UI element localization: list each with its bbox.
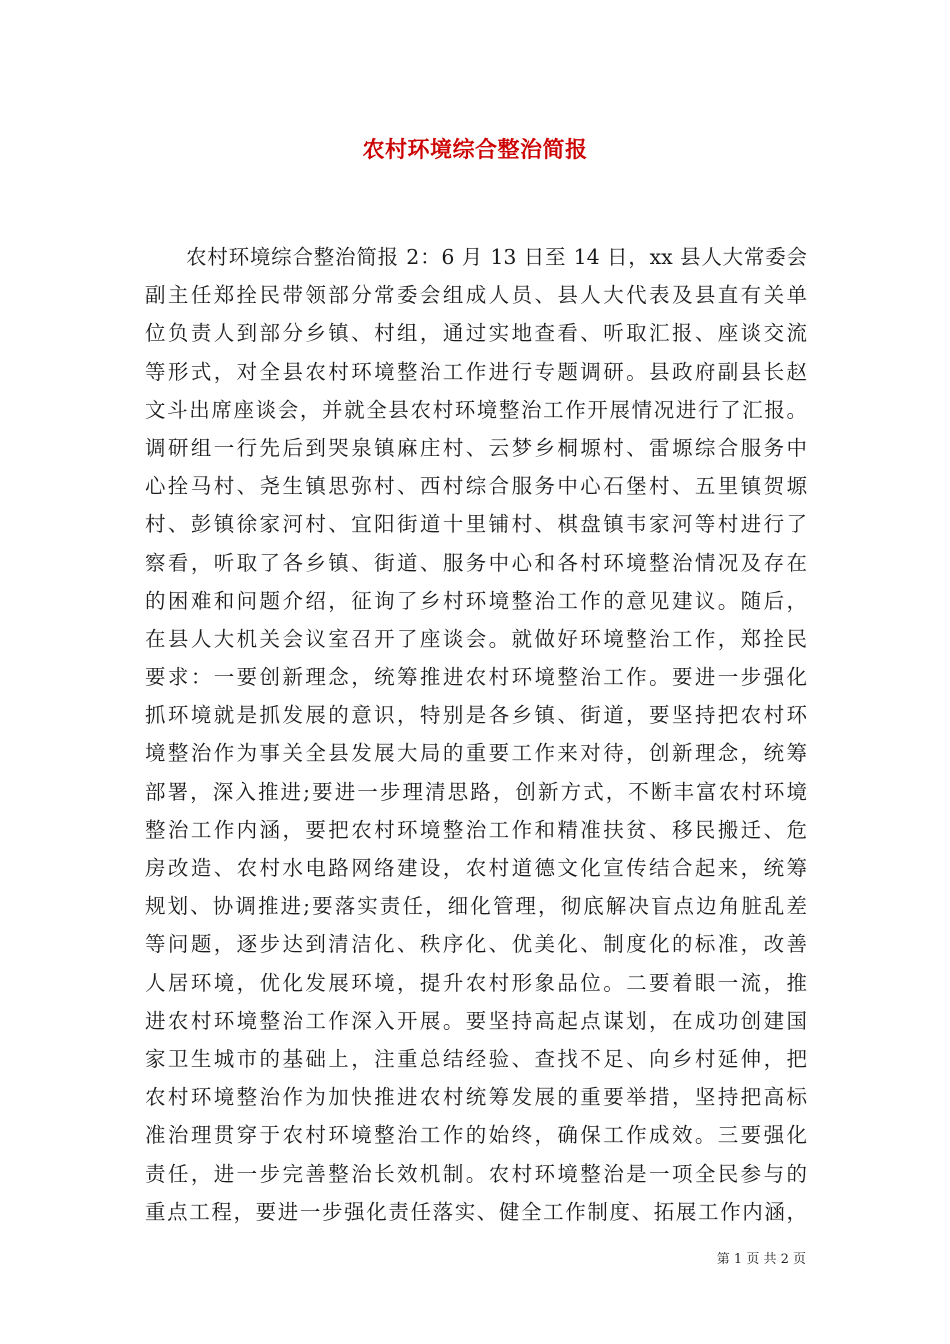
paragraph-line: 重点工程，要进一步强化责任落实、健全工作制度、拓展工作内涵， xyxy=(145,1199,807,1224)
paragraph-line: 副主任郑拴民带领部分常委会组成人员、县人大代表及县直有关单 xyxy=(145,283,807,308)
document-title: 农村环境综合整治简报 xyxy=(362,137,588,163)
paragraph-line: 境整治作为事关全县发展大局的重要工作来对待，创新理念，统筹 xyxy=(145,741,807,766)
paragraph-line: 等形式，对全县农村环境整治工作进行专题调研。县政府副县长赵 xyxy=(145,359,807,384)
paragraph-line: 察看，听取了各乡镇、街道、服务中心和各村环境整治情况及存在 xyxy=(145,550,807,575)
paragraph-line: 位负责人到部分乡镇、村组，通过实地查看、听取汇报、座谈交流 xyxy=(145,321,807,346)
paragraph-line: 房改造、农村水电路网络建设，农村道德文化宣传结合起来，统筹 xyxy=(145,856,807,880)
page-number: 第 1 页 共 2 页 xyxy=(716,1252,806,1267)
paragraph-line: 文斗出席座谈会，并就全县农村环境整治工作开展情况进行了汇报。 xyxy=(145,397,807,422)
paragraph-line: 家卫生城市的基础上，注重总结经验、查找不足、向乡村延伸，把 xyxy=(145,1046,807,1071)
paragraph-line: 在县人大机关会议室召开了座谈会。就做好环境整治工作，郑拴民 xyxy=(145,626,807,651)
paragraph-line: 调研组一行先后到哭泉镇麻庄村、云梦乡桐塬村、雷塬综合服务中 xyxy=(145,435,807,460)
paragraph-line: 心拴马村、尧生镇思弥村、西村综合服务中心石堡村、五里镇贺塬 xyxy=(145,474,807,499)
paragraph-line: 整治工作内涵，要把农村环境整治工作和精准扶贫、移民搬迁、危 xyxy=(145,817,807,842)
paragraph-line: 要求：一要创新理念，统筹推进农村环境整治工作。要进一步强化 xyxy=(145,665,807,690)
paragraph-line: 人居环境，优化发展环境，提升农村形象品位。二要着眼一流，推 xyxy=(145,970,807,995)
paragraph-line: 责任，进一步完善整治长效机制。农村环境整治是一项全民参与的 xyxy=(145,1161,807,1186)
paragraph-line: 抓环境就是抓发展的意识，特别是各乡镇、街道，要坚持把农村环 xyxy=(145,703,807,728)
paragraph-line: 的困难和问题介绍，征询了乡村环境整治工作的意见建议。随后， xyxy=(145,588,807,613)
paragraph-line: 准治理贯穿于农村环境整治工作的始终，确保工作成效。三要强化 xyxy=(145,1123,807,1148)
paragraph-line: 村、彭镇徐家河村、宜阳街道十里铺村、棋盘镇韦家河等村进行了 xyxy=(145,512,807,537)
body-paragraph xyxy=(145,238,807,1231)
paragraph-line: 规划、协调推进;要落实责任，细化管理，彻底解决盲点边角脏乱差 xyxy=(145,894,807,919)
paragraph-line: 等问题，逐步达到清洁化、秩序化、优美化、制度化的标准，改善 xyxy=(145,932,807,957)
paragraph-line: 部署，深入推进;要进一步理清思路，创新方式，不断丰富农村环境 xyxy=(145,779,807,804)
paragraph-line: 农村环境整治作为加快推进农村统筹发展的重要举措，坚持把高标 xyxy=(145,1085,807,1110)
paragraph-line: 农村环境综合整治简报 2：6 月 13 日至 14 日，xx 县人大常委会 xyxy=(186,245,807,269)
paragraph-line: 进农村环境整治工作深入开展。要坚持高起点谋划，在成功创建国 xyxy=(145,1008,807,1033)
